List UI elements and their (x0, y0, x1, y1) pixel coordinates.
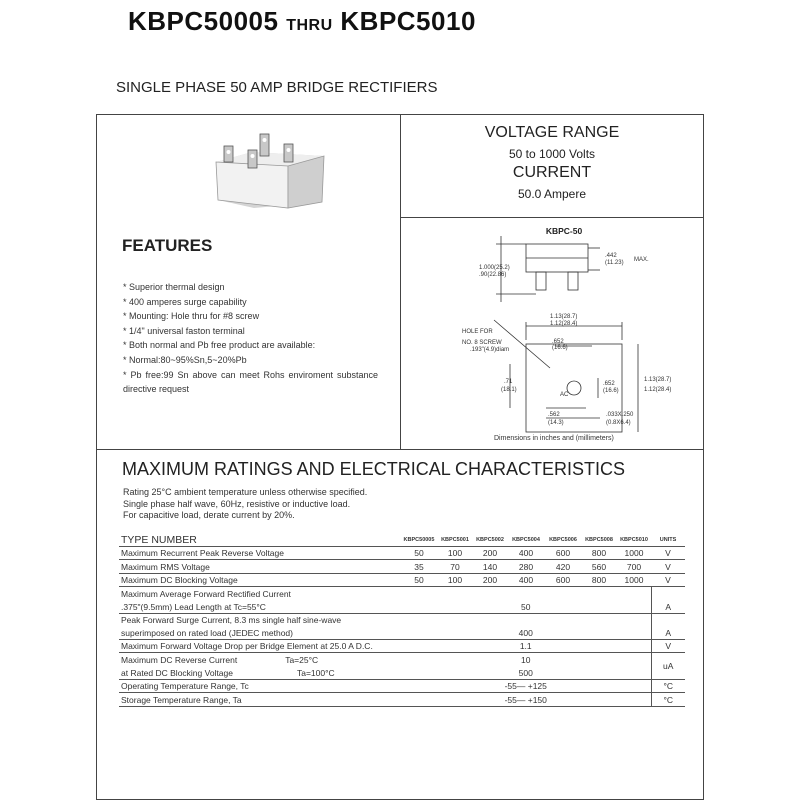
cell-value: 35 (401, 560, 437, 574)
row-label: Peak Forward Surge Current, 8.3 ms single half sine-wave (119, 613, 651, 626)
cell-value: 800 (581, 573, 617, 587)
cell-unit: °C (651, 693, 685, 707)
table-row (119, 639, 685, 653)
table-row (119, 653, 685, 666)
cell-value: 1000 (617, 573, 651, 587)
side-view (496, 236, 600, 302)
dim-033: .033X.250 (0.8X6.4) (606, 412, 634, 426)
package-diagram (400, 218, 704, 454)
ratings-table (119, 533, 685, 707)
cell-unit: °C (651, 679, 685, 693)
cell-value: 400 (507, 546, 545, 560)
feature-item: * Normal:80~95%Sn,5~20%Pb (123, 354, 247, 365)
row-label: Maximum Average Forward Rectified Current (119, 587, 651, 600)
cell-value: 600 (545, 573, 581, 587)
cell-value: 1.1 (401, 639, 651, 653)
col-header: KBPC5004 (512, 536, 540, 543)
col-header: KBPC5008 (585, 536, 613, 543)
row-label: Storage Temperature Range, Ta (119, 693, 401, 707)
table-row (119, 666, 685, 679)
diagram-caption: Dimensions in inches and (millimeters) (494, 435, 614, 442)
feature-item: * Superior thermal design (123, 282, 225, 292)
feature-item: * Both normal and Pb free product are available: (123, 340, 316, 351)
feature-item: * Mounting: Hole thru for #8 screw (123, 311, 260, 322)
cell-unit: V (651, 573, 685, 587)
cell-value: 1000 (617, 546, 651, 560)
package-label: KBPC-50 (545, 226, 583, 236)
dim-height: 1.000(25.2) .90(22.86) (479, 265, 510, 278)
cell-value: 500 (518, 667, 533, 678)
ac-label: AC (560, 392, 569, 398)
table-row (119, 679, 685, 693)
cell-value: 50 (401, 546, 437, 560)
table-row (119, 560, 685, 574)
col-header: KBPC5010 (620, 536, 648, 543)
row-label: Maximum Recurrent Peak Reverse Voltage (119, 546, 401, 560)
condition: Ta=25°C (285, 654, 319, 665)
dim-652-top: .652 (16.6) (552, 339, 568, 351)
row-label-text: Maximum DC Reverse Current (121, 654, 238, 665)
cell-value: 280 (507, 560, 545, 574)
cell-unit: V (651, 639, 685, 653)
cell-value: 800 (581, 546, 617, 560)
cell-unit: V (651, 560, 685, 574)
cell-value: 400 (518, 627, 533, 638)
part-last: KBPC5010 (340, 6, 476, 36)
cell-value: 50 (521, 601, 531, 612)
cell-unit: A (651, 600, 685, 613)
feature-item: * Pb free:99 Sn above can meet Rohs enviroment substance directive request (123, 369, 378, 395)
table-row (119, 600, 685, 613)
row-label: Maximum Forward Voltage Drop per Bridge Element at 25.0 A D.C. (119, 639, 401, 653)
note-line: Rating 25°C ambient temperature unless otherwise specified. (123, 487, 368, 497)
col-header: KBPC5001 (441, 536, 469, 543)
dim-71: .71 (18.1) (501, 379, 517, 393)
cell-value: 10 (401, 653, 651, 666)
row-label: Maximum RMS Voltage (119, 560, 401, 574)
col-header: KBPC5006 (549, 536, 577, 543)
page-title (128, 6, 476, 37)
row-label: superimposed on rated load (JEDEC method) (121, 627, 293, 638)
cell-value: 140 (473, 560, 507, 574)
cell-value: 200 (473, 546, 507, 560)
product-image (210, 130, 330, 215)
dim-width: 1.13(28.7) 1.12(28.4) (550, 314, 578, 327)
col-header: UNITS (659, 536, 677, 543)
cell-value: 700 (617, 560, 651, 574)
feature-item: * 1/4" universal faston terminal (123, 325, 245, 336)
feature-list (123, 280, 378, 397)
cell-value: 200 (473, 573, 507, 587)
feature-item: * 400 amperes surge capability (123, 296, 247, 307)
features-title: FEATURES (122, 236, 213, 255)
row-label: Maximum DC Blocking Voltage (119, 573, 401, 587)
col-header: KBPC50005 (403, 536, 435, 543)
current-value: 50.0 Ampere (517, 187, 587, 201)
cell-value: 70 (437, 560, 473, 574)
hole-label: HOLE FOR NO. 8 SCREW .193"(4.9)diam (462, 329, 510, 353)
thru-label: THRU (286, 17, 333, 34)
cell-value: 50 (401, 573, 437, 587)
cell-value: -55— +150 (401, 693, 651, 707)
col-header: KBPC5002 (476, 536, 504, 543)
row-label (119, 666, 401, 679)
table-row (119, 626, 685, 639)
dim-562: .562 (14.3) (548, 412, 564, 426)
cell-value: -55— +125 (401, 679, 651, 693)
row-label: .375"(9.5mm) Lead Length at Tc=55°C (121, 601, 266, 612)
condition: Ta=100°C (296, 667, 335, 678)
max-label: MAX. (634, 257, 649, 263)
table-row (119, 573, 685, 587)
cell-unit: A (651, 626, 685, 639)
current-label: CURRENT (512, 164, 592, 181)
table-header (119, 533, 685, 546)
table-row (119, 613, 685, 626)
voltage-range-label: VOLTAGE RANGE (484, 124, 620, 141)
note-line: Single phase half wave, 60Hz, resistive or inductive load. (123, 498, 351, 509)
cell-unit: V (651, 546, 685, 560)
voltage-range-value: 50 to 1000 Volts (508, 147, 596, 161)
row-label-text: at Rated DC Blocking Voltage (121, 667, 233, 678)
cell-value: 560 (581, 560, 617, 574)
cell-value: 100 (437, 546, 473, 560)
part-first: KBPC50005 (128, 6, 279, 36)
table-row (119, 693, 685, 707)
dim-width-right: 1.13(28.7) 1.12(28.4) (644, 377, 672, 393)
table-row (119, 587, 685, 600)
col-type: TYPE NUMBER (121, 533, 197, 546)
cell-value: 420 (545, 560, 581, 574)
dim-652-right: .652 (16.6) (603, 381, 619, 394)
subtitle: SINGLE PHASE 50 AMP BRIDGE RECTIFIERS (116, 79, 438, 96)
note-line: For capacitive load, derate current by 20%. (123, 510, 295, 520)
ratings-notes (123, 487, 367, 522)
cell-value: 600 (545, 546, 581, 560)
row-label (119, 653, 401, 666)
cell-unit: uA (651, 653, 685, 679)
cell-value: 100 (437, 573, 473, 587)
cell-value: 400 (507, 573, 545, 587)
table-row (119, 546, 685, 560)
row-label: Operating Temperature Range, Tc (119, 679, 401, 693)
ratings-title: MAXIMUM RATINGS AND ELECTRICAL CHARACTERISTICS (122, 459, 626, 479)
dim-lead: .442 (11.23) (605, 253, 624, 266)
